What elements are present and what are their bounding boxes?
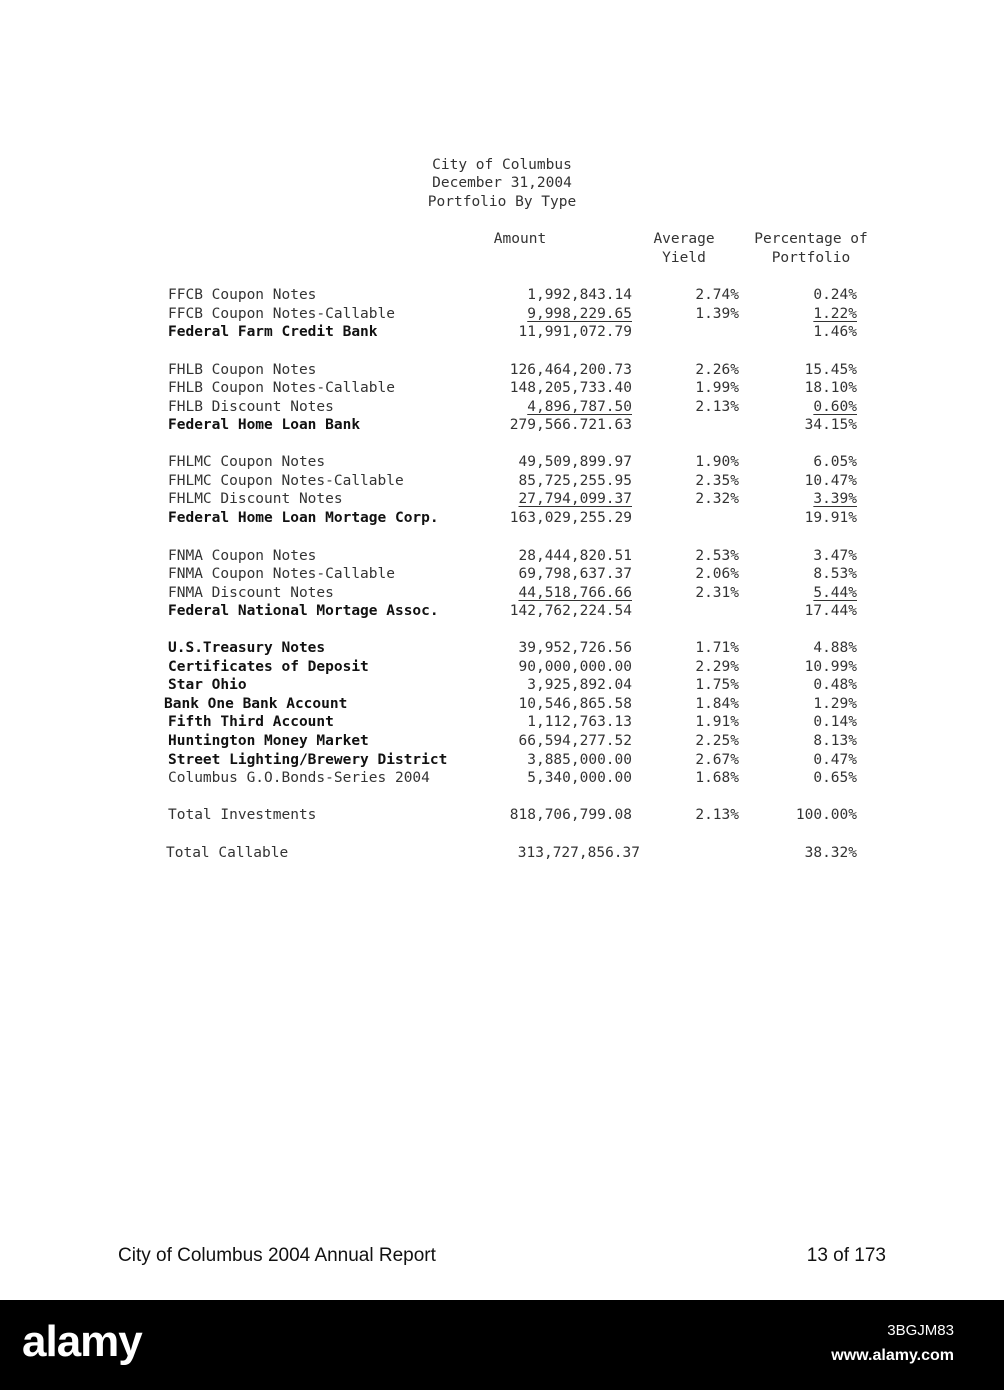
row-yield: 1.71% [695,640,739,656]
row-amount: 3,885,000.00 [527,752,632,768]
row-amount: 3,925,892.04 [527,677,632,693]
footer-page-number: 13 of 173 [806,1245,886,1266]
row-amount: 9,998,229.65 [527,306,632,322]
subtotal-amount: 142,762,224.54 [509,603,632,619]
total-callable-label: Total Callable [166,845,289,861]
row-amount: 1,112,763.13 [527,714,632,730]
total-callable-amount: 313,727,856.37 [517,845,640,861]
row-percentage: 0.60% [813,399,857,415]
row-yield: 2.25% [695,733,739,749]
row-percentage: 6.05% [813,454,857,470]
row-label: FNMA Coupon Notes-Callable [168,566,395,582]
subtotal-amount: 163,029,255.29 [509,510,632,526]
subtotal-label: Federal National Mortage Assoc. [168,603,439,619]
row-label: FFCB Coupon Notes [168,287,317,303]
subtotal-percentage: 1.46% [813,324,857,340]
watermark-site: www.alamy.com [831,1347,954,1364]
row-percentage: 10.99% [804,659,857,675]
row-percentage: 10.47% [804,473,857,489]
row-yield: 1.84% [695,696,739,712]
row-yield: 1.75% [695,677,739,693]
report-subtitle: Portfolio By Type [427,194,577,210]
column-header-yield-line1: Average [653,231,715,247]
subtotal-amount: 279,566.721.63 [509,417,632,433]
row-yield: 2.35% [695,473,739,489]
row-percentage: 0.65% [813,770,857,786]
row-yield: 1.39% [695,306,739,322]
subtotal-amount: 11,991,072.79 [518,324,632,340]
row-amount: 85,725,255.95 [518,473,632,489]
total-investments-label: Total Investments [168,807,317,823]
row-amount: 1,992,843.14 [527,287,632,303]
row-percentage: 18.10% [804,380,857,396]
watermark-image-id: 3BGJM83 [887,1322,954,1339]
row-label: Star Ohio [168,677,247,693]
subtotal-percentage: 19.91% [804,510,857,526]
row-label: FHLB Discount Notes [168,399,334,415]
row-percentage: 3.47% [813,548,857,564]
row-yield: 2.67% [695,752,739,768]
total-investments-yield: 2.13% [695,807,739,823]
row-amount: 69,798,637.37 [518,566,632,582]
row-label: FNMA Coupon Notes [168,548,317,564]
row-amount: 4,896,787.50 [527,399,632,415]
column-header-percentage-line2: Portfolio [771,250,851,266]
row-label: Huntington Money Market [168,733,369,749]
row-percentage: 8.53% [813,566,857,582]
total-investments-amount: 818,706,799.08 [509,807,632,823]
row-label: FHLB Coupon Notes [168,362,317,378]
subtotal-label: Federal Home Loan Mortage Corp. [168,510,439,526]
row-label: U.S.Treasury Notes [168,640,326,656]
row-percentage: 1.22% [813,306,857,322]
total-callable-percentage: 38.32% [804,845,857,861]
row-amount: 5,340,000.00 [527,770,632,786]
row-yield: 1.99% [695,380,739,396]
row-percentage: 1.29% [813,696,857,712]
column-header-amount: Amount [493,231,547,247]
row-label: FHLMC Coupon Notes [168,454,326,470]
row-amount: 44,518,766.66 [518,585,632,601]
row-yield: 2.32% [695,491,739,507]
row-yield: 1.91% [695,714,739,730]
watermark-bar [0,1300,1004,1390]
row-percentage: 3.39% [813,491,857,507]
column-header-yield-line2: Yield [662,250,706,266]
row-percentage: 0.48% [813,677,857,693]
row-amount: 39,952,726.56 [518,640,632,656]
subtotal-percentage: 17.44% [804,603,857,619]
row-amount: 28,444,820.51 [518,548,632,564]
row-amount: 10,546,865.58 [518,696,632,712]
row-label: FHLB Coupon Notes-Callable [168,380,395,396]
column-header-percentage-line1: Percentage of [754,231,868,247]
row-yield: 2.13% [695,399,739,415]
report-title: City of Columbus [432,157,572,173]
row-label: Street Lighting/Brewery District [168,752,448,768]
row-label: Fifth Third Account [168,714,334,730]
row-label: FHLMC Discount Notes [168,491,343,507]
row-percentage: 8.13% [813,733,857,749]
row-label: FNMA Discount Notes [168,585,334,601]
subtotal-label: Federal Home Loan Bank [168,417,361,433]
row-yield: 1.90% [695,454,739,470]
row-yield: 2.29% [695,659,739,675]
row-yield: 2.74% [695,287,739,303]
row-amount: 90,000,000.00 [518,659,632,675]
row-percentage: 5.44% [813,585,857,601]
row-label: FFCB Coupon Notes-Callable [168,306,395,322]
row-yield: 2.53% [695,548,739,564]
watermark-logo: alamy [22,1317,142,1366]
row-percentage: 0.24% [813,287,857,303]
row-label: Columbus G.O.Bonds-Series 2004 [168,770,430,786]
row-amount: 27,794,099.37 [518,491,632,507]
footer-report-title: City of Columbus 2004 Annual Report [118,1245,436,1266]
row-amount: 148,205,733.40 [509,380,632,396]
row-label: Certificates of Deposit [168,659,369,675]
report-date: December 31,2004 [432,175,572,191]
row-yield: 2.26% [695,362,739,378]
row-percentage: 4.88% [813,640,857,656]
row-percentage: 0.47% [813,752,857,768]
row-amount: 126,464,200.73 [509,362,632,378]
subtotal-label: Federal Farm Credit Bank [168,324,378,340]
row-label: Bank One Bank Account [164,696,348,712]
row-percentage: 0.14% [813,714,857,730]
total-investments-percentage: 100.00% [795,807,857,823]
subtotal-percentage: 34.15% [804,417,857,433]
row-label: FHLMC Coupon Notes-Callable [168,473,404,489]
row-yield: 1.68% [695,770,739,786]
row-amount: 49,509,899.97 [518,454,632,470]
row-amount: 66,594,277.52 [518,733,632,749]
row-percentage: 15.45% [804,362,857,378]
row-yield: 2.06% [695,566,739,582]
row-yield: 2.31% [695,585,739,601]
